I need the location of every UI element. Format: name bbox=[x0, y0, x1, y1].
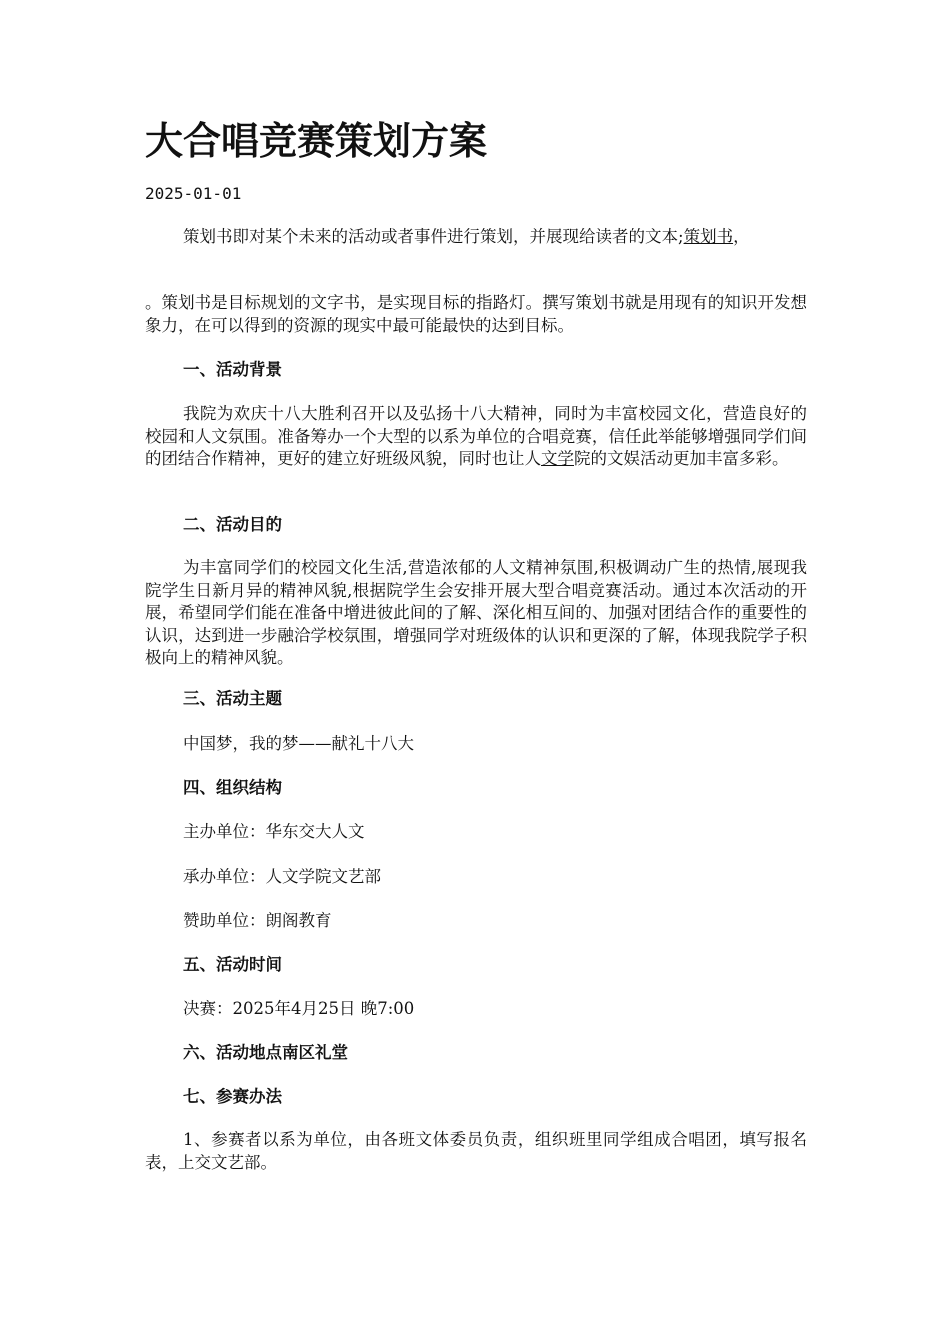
section-heading-participation: 七、参赛办法 bbox=[183, 1087, 282, 1106]
document-date: 2025-01-01 bbox=[145, 184, 242, 203]
section-heading-venue: 六、活动地点南区礼堂 bbox=[183, 1043, 348, 1062]
intro-text-end: ， bbox=[733, 227, 750, 246]
event-time: 决赛：2025年4月25日 晚7:00 bbox=[183, 999, 415, 1018]
planning-book-link[interactable]: 策划书 bbox=[683, 227, 734, 246]
intro-text: 策划书即对某个未来的活动或者事件进行策划，并展现给读者的文本; bbox=[183, 227, 684, 246]
section-heading-time: 五、活动时间 bbox=[183, 955, 282, 974]
organizer-unit: 承办单位：人文学院文艺部 bbox=[183, 867, 381, 886]
intro-paragraph bbox=[145, 226, 807, 249]
sponsor-unit: 赞助单位：朗阁教育 bbox=[183, 911, 332, 930]
section-heading-organization: 四、组织结构 bbox=[183, 778, 282, 797]
intro-paragraph-2: 。策划书是目标规划的文字书，是实现目标的指路灯。撰写策划书就是用现有的知识开发想象力，在可以得到的资源的现实中最可能最快的达到目标。 bbox=[145, 293, 807, 335]
section-heading-theme: 三、活动主题 bbox=[183, 689, 282, 708]
section-heading-background: 一、活动背景 bbox=[183, 360, 282, 379]
document-title: 大合唱竞赛策划方案 bbox=[145, 118, 488, 163]
host-unit: 主办单位：华东交大人文 bbox=[183, 822, 365, 841]
background-paragraph bbox=[145, 403, 807, 471]
background-text: 我院为欢庆十八大胜利召开以及弘扬十八大精神，同时为丰富校园文化，营造良好的校园和人文氛围。准备筹办一个大型的以系为单位的合唱竞赛，信任此举能够增强同学们间的团结合作精神，更好的建立好班级风貌，同时也让人 bbox=[145, 404, 807, 468]
participation-rule-1: 1、参赛者以系为单位，由各班文体委员负责，组织班里同学组成合唱团，填写报名表，上交文艺部。 bbox=[145, 1130, 807, 1172]
theme-text: 中国梦，我的梦——献礼十八大 bbox=[183, 734, 414, 753]
purpose-paragraph: 为丰富同学们的校园文化生活,营造浓郁的人文精神氛围,积极调动广生的热情,展现我院学生日新月异的精神风貌,根据院学生会安排开展大型合唱竞赛活动。通过本次活动的开展，希望同学们能在准备中增进彼此间的了解、深化相互间的、加强对团结合作的重要性的认识，达到进一步融洽学校氛围，增强同学对班级体的认识和更深的了解，体现我院学子积极向上的精神风貌。 bbox=[145, 558, 807, 667]
background-text-end: 院的文娱活动更加丰富多彩。 bbox=[574, 449, 789, 468]
literature-link[interactable]: 文学 bbox=[541, 449, 574, 468]
section-heading-purpose: 二、活动目的 bbox=[183, 515, 282, 534]
